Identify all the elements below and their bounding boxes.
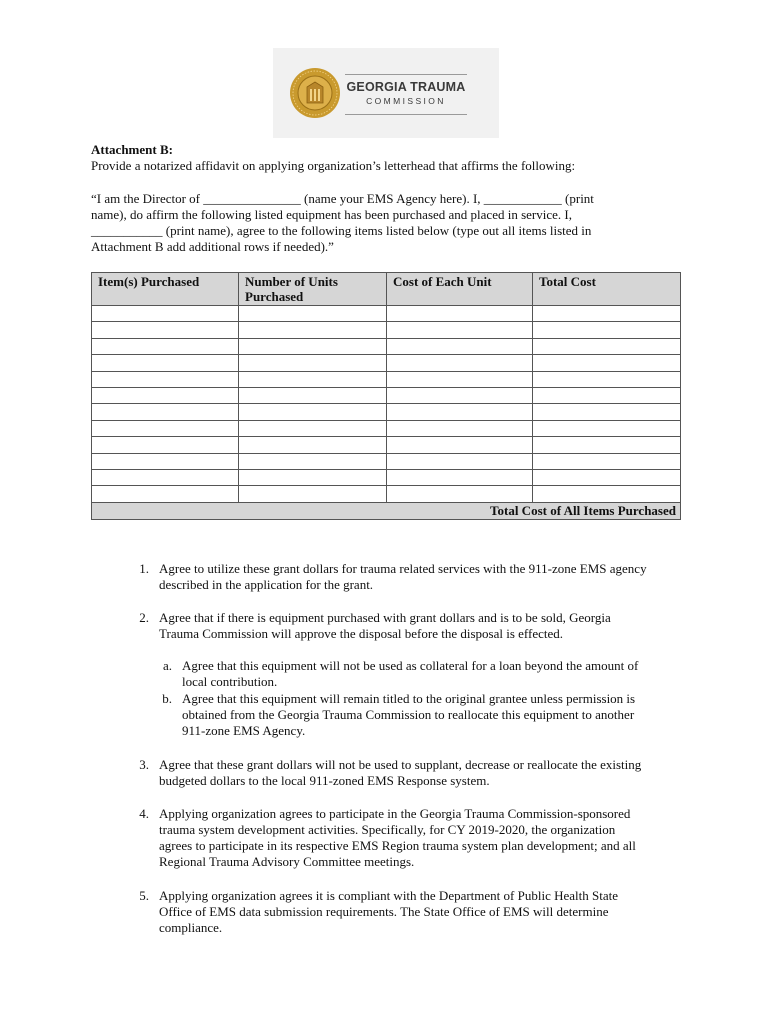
sublist-letter: b. <box>162 691 172 706</box>
table-cell[interactable] <box>92 306 239 322</box>
table-cell[interactable] <box>533 322 681 338</box>
table-cell[interactable] <box>92 437 239 453</box>
table-cell[interactable] <box>533 404 681 420</box>
table-cell[interactable] <box>387 306 533 322</box>
table-cell[interactable] <box>387 420 533 436</box>
sublist-letter: a. <box>162 658 172 673</box>
list-item-line: Trauma Commission will approve the disposal before the disposal is effected. <box>159 626 564 641</box>
table-cell[interactable] <box>239 469 387 485</box>
table-row <box>92 486 681 502</box>
logo-subtitle: COMMISSION <box>366 96 446 106</box>
table-cell[interactable] <box>533 469 681 485</box>
table-row <box>92 387 681 403</box>
table-cell[interactable] <box>239 453 387 469</box>
table-cell[interactable] <box>387 387 533 403</box>
table-cell[interactable] <box>533 437 681 453</box>
list-number: 4. <box>139 806 149 821</box>
table-cell[interactable] <box>92 420 239 436</box>
table-body <box>92 306 681 503</box>
table-cell[interactable] <box>239 486 387 502</box>
list-item-line: budgeted dollars to the local 911-zoned EMS Response system. <box>159 773 490 788</box>
column-header-total-cost: Total Cost <box>533 273 681 306</box>
table-row <box>92 322 681 338</box>
table-cell[interactable] <box>92 453 239 469</box>
list-item <box>159 561 699 593</box>
column-header-item: Item(s) Purchased <box>92 273 239 306</box>
table-row <box>92 338 681 354</box>
affidavit-line: name), do affirm the following listed equipment has been purchased and placed in service. I, <box>91 207 572 222</box>
table-cell[interactable] <box>533 338 681 354</box>
list-item-line: Applying organization agrees to participate in the Georgia Trauma Commission-sponsored <box>159 806 631 821</box>
state-seal-icon <box>289 67 341 119</box>
affidavit-line: Attachment B add additional rows if needed).” <box>91 239 334 254</box>
sublist-item-line: Agree that this equipment will remain titled to the original grantee unless permission is <box>182 691 636 706</box>
list-item-line: Agree that if there is equipment purchased with grant dollars and is to be sold, Georgia <box>159 610 611 625</box>
table-cell[interactable] <box>533 355 681 371</box>
table-cell[interactable] <box>387 469 533 485</box>
sublist-item-line: local contribution. <box>182 674 278 689</box>
list-item-line: described in the application for the grant. <box>159 577 374 592</box>
table-row <box>92 306 681 322</box>
items-purchased-table <box>91 272 681 520</box>
table-cell[interactable] <box>239 404 387 420</box>
table-cell[interactable] <box>387 322 533 338</box>
table-header-row <box>92 273 681 306</box>
list-item-line: Office of EMS data submission requirements. The State Office of EMS will determine <box>159 904 609 919</box>
table-cell[interactable] <box>533 306 681 322</box>
affidavit-line: ___________ (print name), agree to the following items listed below (type out all items listed in <box>91 223 592 238</box>
column-header-unit-cost: Cost of Each Unit <box>387 273 533 306</box>
table-footer-row <box>92 502 681 519</box>
sublist-item-line: Agree that this equipment will not be used as collateral for a loan beyond the amount of <box>182 658 639 673</box>
table-cell[interactable] <box>387 437 533 453</box>
table-row <box>92 469 681 485</box>
list-item-line: Regional Trauma Advisory Committee meetings. <box>159 854 415 869</box>
sublist-item-line: obtained from the Georgia Trauma Commission to reallocate this equipment to another <box>182 707 635 722</box>
list-item <box>159 757 699 789</box>
table-cell[interactable] <box>239 437 387 453</box>
table-cell[interactable] <box>387 338 533 354</box>
list-item <box>159 888 699 936</box>
attachment-heading: Attachment B: <box>91 142 173 157</box>
table-cell[interactable] <box>533 453 681 469</box>
logo-title: GEORGIA TRAUMA <box>346 80 466 94</box>
table-cell[interactable] <box>92 338 239 354</box>
table-row <box>92 420 681 436</box>
sublist-item <box>182 691 674 739</box>
sublist-item <box>182 658 674 690</box>
table-cell[interactable] <box>92 371 239 387</box>
table-cell[interactable] <box>533 387 681 403</box>
list-item-line: trauma system development activities. Specifically, for CY 2019-2020, the organization <box>159 822 616 837</box>
table-cell[interactable] <box>92 469 239 485</box>
table-cell[interactable] <box>92 322 239 338</box>
table-row <box>92 355 681 371</box>
table-cell[interactable] <box>239 387 387 403</box>
table-cell[interactable] <box>533 486 681 502</box>
table-cell[interactable] <box>387 453 533 469</box>
table-row <box>92 437 681 453</box>
table-cell[interactable] <box>387 486 533 502</box>
affidavit-line: “I am the Director of _______________ (name your EMS Agency here). I, ____________ (print <box>91 191 594 206</box>
table-cell[interactable] <box>92 387 239 403</box>
list-item-line: Applying organization agrees it is compliant with the Department of Public Health State <box>159 888 618 903</box>
table-row <box>92 404 681 420</box>
sublist-item-line: 911-zone EMS Agency. <box>182 723 306 738</box>
list-number: 2. <box>139 610 149 625</box>
list-item-line: agrees to participate in its respective EMS Region trauma system plan development; and all <box>159 838 636 853</box>
table-cell[interactable] <box>239 322 387 338</box>
georgia-trauma-commission-logo <box>273 48 499 138</box>
table-cell[interactable] <box>387 371 533 387</box>
list-item-line: compliance. <box>159 920 223 935</box>
table-cell[interactable] <box>239 420 387 436</box>
list-item <box>159 806 699 870</box>
table-cell[interactable] <box>92 486 239 502</box>
list-number: 1. <box>139 561 149 576</box>
table-row <box>92 371 681 387</box>
table-cell[interactable] <box>92 355 239 371</box>
intro-text: Provide a notarized affidavit on applying organization’s letterhead that affirms the following: <box>91 158 576 173</box>
logo-rule-bottom <box>345 114 467 115</box>
list-number: 5. <box>139 888 149 903</box>
table-cell[interactable] <box>533 371 681 387</box>
table-cell[interactable] <box>239 371 387 387</box>
table-cell[interactable] <box>239 355 387 371</box>
logo-rule-top <box>345 74 467 75</box>
table-cell[interactable] <box>387 355 533 371</box>
table-cell[interactable] <box>239 306 387 322</box>
table-cell[interactable] <box>92 404 239 420</box>
list-number: 3. <box>139 757 149 772</box>
list-item-line: Agree that these grant dollars will not be used to supplant, decrease or reallocate the existing <box>159 757 642 772</box>
column-header-units: Number of Units Purchased <box>239 273 387 306</box>
table-row <box>92 453 681 469</box>
table-cell[interactable] <box>239 338 387 354</box>
list-item <box>159 610 699 642</box>
table-cell[interactable] <box>533 420 681 436</box>
list-item-line: Agree to utilize these grant dollars for trauma related services with the 911-zone EMS agency <box>159 561 647 576</box>
table-cell[interactable] <box>387 404 533 420</box>
total-cost-label: Total Cost of All Items Purchased <box>92 502 681 519</box>
